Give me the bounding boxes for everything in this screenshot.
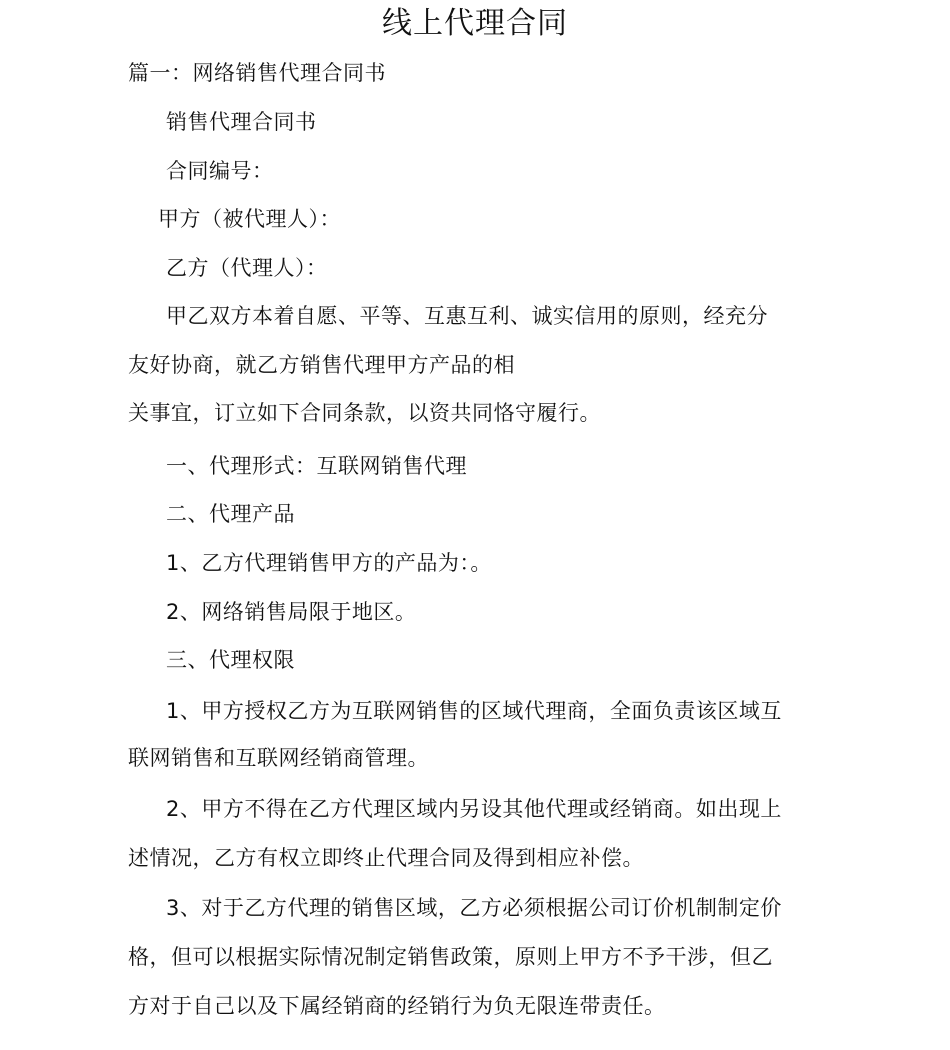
clause-heading: 二、代理产品 bbox=[166, 502, 295, 526]
paragraph-line: 甲乙双方本着自愿、平等、互惠互利、诚实信用的原则，经充分 bbox=[166, 304, 768, 328]
party-a-label: 甲方（被代理人）： bbox=[158, 207, 341, 231]
clause-item: 2、网络销售局限于地区。 bbox=[166, 600, 417, 624]
clause-heading: 三、代理权限 bbox=[166, 648, 295, 672]
paragraph-line: 友好协商，就乙方销售代理甲方产品的相 bbox=[128, 353, 515, 377]
clause-item-continued: 述情况，乙方有权立即终止代理合同及得到相应补偿。 bbox=[128, 846, 644, 870]
clause-item: 3、对于乙方代理的销售区域，乙方必须根据公司订价机制制定价 bbox=[166, 896, 782, 920]
contract-number-label: 合同编号： bbox=[166, 159, 274, 183]
document-title: 线上代理合同 bbox=[382, 6, 568, 41]
section-heading: 篇一：网络销售代理合同书 bbox=[128, 61, 386, 85]
party-b-label: 乙方（代理人）： bbox=[166, 256, 328, 280]
clause-item-continued: 联网销售和互联网经销商管理。 bbox=[128, 746, 429, 770]
clause-item-continued: 方对于自己以及下属经销商的经销行为负无限连带责任。 bbox=[128, 994, 666, 1018]
clause-heading: 一、代理形式：互联网销售代理 bbox=[166, 454, 467, 478]
contract-name: 销售代理合同书 bbox=[166, 110, 317, 134]
clause-item: 1、甲方授权乙方为互联网销售的区域代理商，全面负责该区域互 bbox=[166, 699, 782, 723]
paragraph-line: 关事宜，订立如下合同条款，以资共同恪守履行。 bbox=[128, 401, 601, 425]
clause-item: 2、甲方不得在乙方代理区域内另设其他代理或经销商。如出现上 bbox=[166, 797, 782, 821]
clause-item-continued: 格，但可以根据实际情况制定销售政策，原则上甲方不予干涉，但乙 bbox=[128, 945, 773, 969]
clause-item: 1、乙方代理销售甲方的产品为：。 bbox=[166, 551, 492, 575]
